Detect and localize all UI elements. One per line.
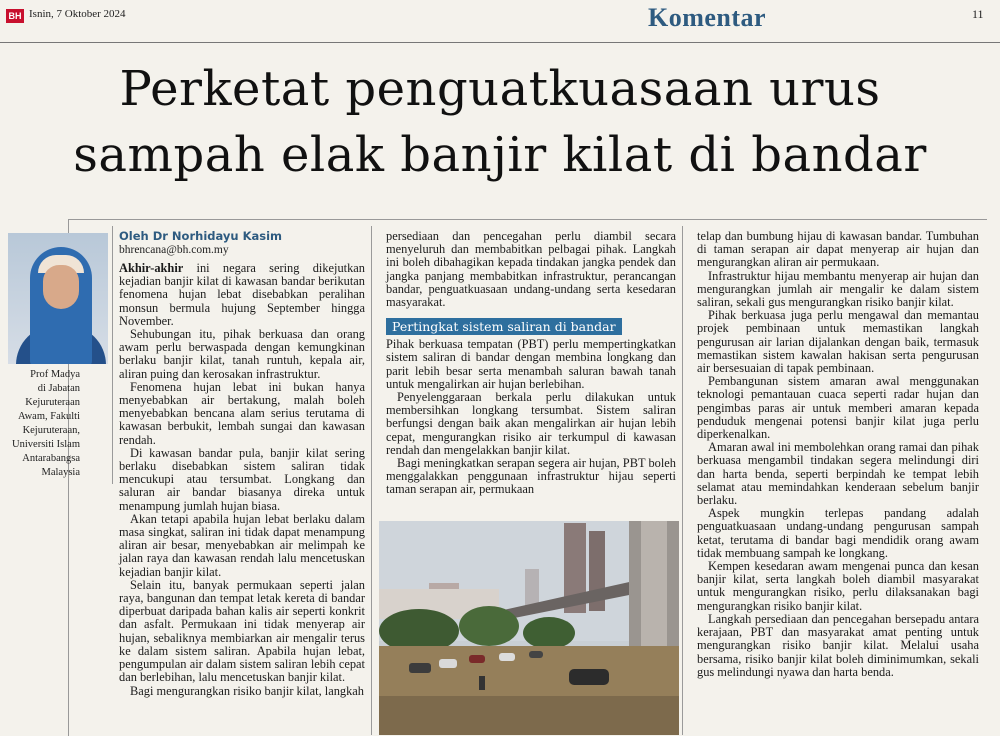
flood-scene-graphic xyxy=(379,521,679,735)
article-column-3 xyxy=(697,230,979,679)
caption-line: Antarabangsa xyxy=(22,453,80,464)
body-paragraph: Di kawasan bandar pula, banjir kilat sering berlaku disebabkan sistem saliran tidak mencukupi atau tersumbat. Longkang dan saluran air bandar biasanya direka untuk menampung jumlah hujan biasa. xyxy=(119,445,365,513)
body-paragraph: Langkah persediaan dan pencegahan bersepadu antara kerajaan, PBT dan masyarakat amat penting untuk mengurangkan risiko banjir kilat. Melalui usaha bersama, risiko banjir kilat boleh diminimumkan, sekali gus melindungi nyawa dan harta benda. xyxy=(697,611,979,679)
headline-line-2: sampah elak banjir kilat di bandar xyxy=(73,127,927,183)
author-photo xyxy=(8,233,108,364)
page-header xyxy=(0,0,1000,44)
body-paragraph: Sehubungan itu, pihak berkuasa dan orang awam perlu berwaspada dengan kemungkinan berlaku banjir kilat, tanah runtuh, kepala air, aliran puing dan kerosakan infrastruktur. xyxy=(119,327,365,381)
body-paragraph: persediaan dan pencegahan perlu diambil secara menyeluruh dan membabitkan pelbagai pihak. Langkah ini boleh dibahagikan kepada tindakan jangka pendek dan jangka panjang membabitkan infrastruktur, perancangan bandar, penguatkuasaan undang-undang serta kesedaran masyarakat. xyxy=(386,229,676,310)
subheading: Pertingkat sistem saliran di bandar xyxy=(386,318,622,335)
lead-text: ini negara sering dikejutkan kejadian banjir kilat di kawasan bandar berikutan fenomena hujan lebat disebabkan peralihan monsun bermula hujung September hingga November. xyxy=(119,261,365,328)
body-paragraph: Kempen kesedaran awam mengenai punca dan kesan banjir kilat, serta langkah boleh diambil masyarakat untuk mengurangkan risiko, perlu dilaksanakan bagi mengurangkan risiko banjir kilat. xyxy=(697,559,979,613)
column-divider xyxy=(371,226,372,735)
column-divider xyxy=(112,226,113,484)
lead-paragraph xyxy=(119,262,365,328)
body-paragraph: Penyelenggaraan berkala perlu dilakukan untuk membersihkan longkang tersumbat. Sistem saliran berfungsi dengan baik akan mengalirkan air hujan lebih cepat, mengurangkan risiko air terkumpul di kawasan rendah dan mengelakkan banjir kilat. xyxy=(386,390,676,457)
body-paragraph: Pembangunan sistem amaran awal menggunakan teknologi pemantauan cuaca seperti radar hujan dan pengimbas paras air untuk memberi amaran kepada penduduk mengenai potensi banjir kilat juga perlu diperkenalkan. xyxy=(697,374,979,442)
body-paragraph: Pihak berkuasa tempatan (PBT) perlu mempertingkatkan sistem saliran di bandar dengan membina longkang dan parit lebih besar serta menambah saluran bawah tanah untuk mengalirkan air hujan berlebihan. xyxy=(386,337,676,391)
body-paragraph: Selain itu, banyak permukaan seperti jalan raya, bangunan dan tempat letak kereta di bandar diperbuat daripada bahan kalis air seperti konkrit dan asfalt. Permukaan ini tidak menyerap air hujan, sebaliknya membiarkan air mengalir terus ke dalam sistem saliran. Apabila hujan lebat, pengumpulan air dalam sistem saliran lebih cepat dan berlebihan, lalu mencetuskan banjir kilat. xyxy=(119,577,365,685)
column-divider xyxy=(682,226,683,735)
article-column-1 xyxy=(119,262,365,698)
header-divider xyxy=(0,42,1000,43)
article-column-2 xyxy=(386,230,676,497)
body-paragraph: telap dan bumbung hijau di kawasan bandar. Tumbuhan di taman serapan air dapat menyerap air hujan dan mengurangkan aliran air permukaan. xyxy=(697,229,979,270)
body-paragraph: Bagi mengurangkan risiko banjir kilat, langkah xyxy=(130,683,364,698)
author-email[interactable]: bhrencana@bh.com.my xyxy=(119,244,229,256)
bh-logo: BH xyxy=(6,9,24,23)
lead-bold: Akhir-akhir xyxy=(119,261,184,275)
body-paragraph: Akan tetapi apabila hujan lebat berlaku dalam masa singkat, saliran ini tidak dapat menampung aliran air besar, menyebabkan air melimpah ke jalan raya dan kawasan rendah lalu mencetuskan kejadian banjir kilat. xyxy=(119,511,365,579)
caption-line: Malaysia xyxy=(41,467,80,478)
caption-line: Prof Madya xyxy=(30,369,80,380)
caption-line: Awam, Fakulti xyxy=(17,411,80,422)
author-caption xyxy=(4,368,80,480)
headline-line-1: Perketat penguatkuasaan urus xyxy=(119,61,881,117)
body-paragraph: Bagi meningkatkan serapan segera air hujan, PBT boleh menggalakkan penggunaan infrastruktur hijau seperti taman serapan air, permukaan xyxy=(386,456,676,497)
caption-line: Kejuruteraan xyxy=(25,397,80,408)
body-paragraph: Pihak berkuasa juga perlu mengawal dan memantau projek pembinaan untuk memastikan langkah pengurusan air larian dijalankan dengan baik, termasuk memastikan sistem kawalan hakisan serta pengurusan air bersesuaian di tapak pembinaan. xyxy=(697,308,979,376)
author-photo-face xyxy=(43,265,79,309)
author-byline: Oleh Dr Norhidayu Kasim xyxy=(119,229,283,243)
body-paragraph: Amaran awal ini membolehkan orang ramai dan pihak berkuasa mengambil tindakan segera melindungi diri dan harta benda, seperti berpindah ke tempat lebih selamat atau memindahkan kenderaan sebelum banjir berlaku. xyxy=(697,440,979,508)
flood-photo xyxy=(379,521,679,735)
section-title: Komentar xyxy=(648,3,767,32)
caption-line: Universiti Islam xyxy=(12,439,80,450)
caption-line: di Jabatan xyxy=(37,383,80,394)
caption-line: Kejuruteraan, xyxy=(22,425,80,436)
body-paragraph: Infrastruktur hijau membantu menyerap air hujan dan mengurangkan jumlah air mengalir ke dalam sistem saliran, sekali gus mengurangkan risiko banjir kilat. xyxy=(697,268,979,310)
body-paragraph: Aspek mungkin terlepas pandang adalah penguatkuasaan undang-undang pengurusan sampah ketat, terutama di bandar bagi mendidik orang awam tidak membuang sampah ke longkang. xyxy=(697,506,979,560)
body-paragraph: Fenomena hujan lebat ini bukan hanya menyebabkan air bertakung, malah boleh menyebabkan bencana alam serius terutama di kawasan berbukit, lembah sungai dan kawasan rendah. xyxy=(119,379,365,447)
page-number: 11 xyxy=(972,7,984,21)
issue-date: Isnin, 7 Oktober 2024 xyxy=(29,8,126,20)
